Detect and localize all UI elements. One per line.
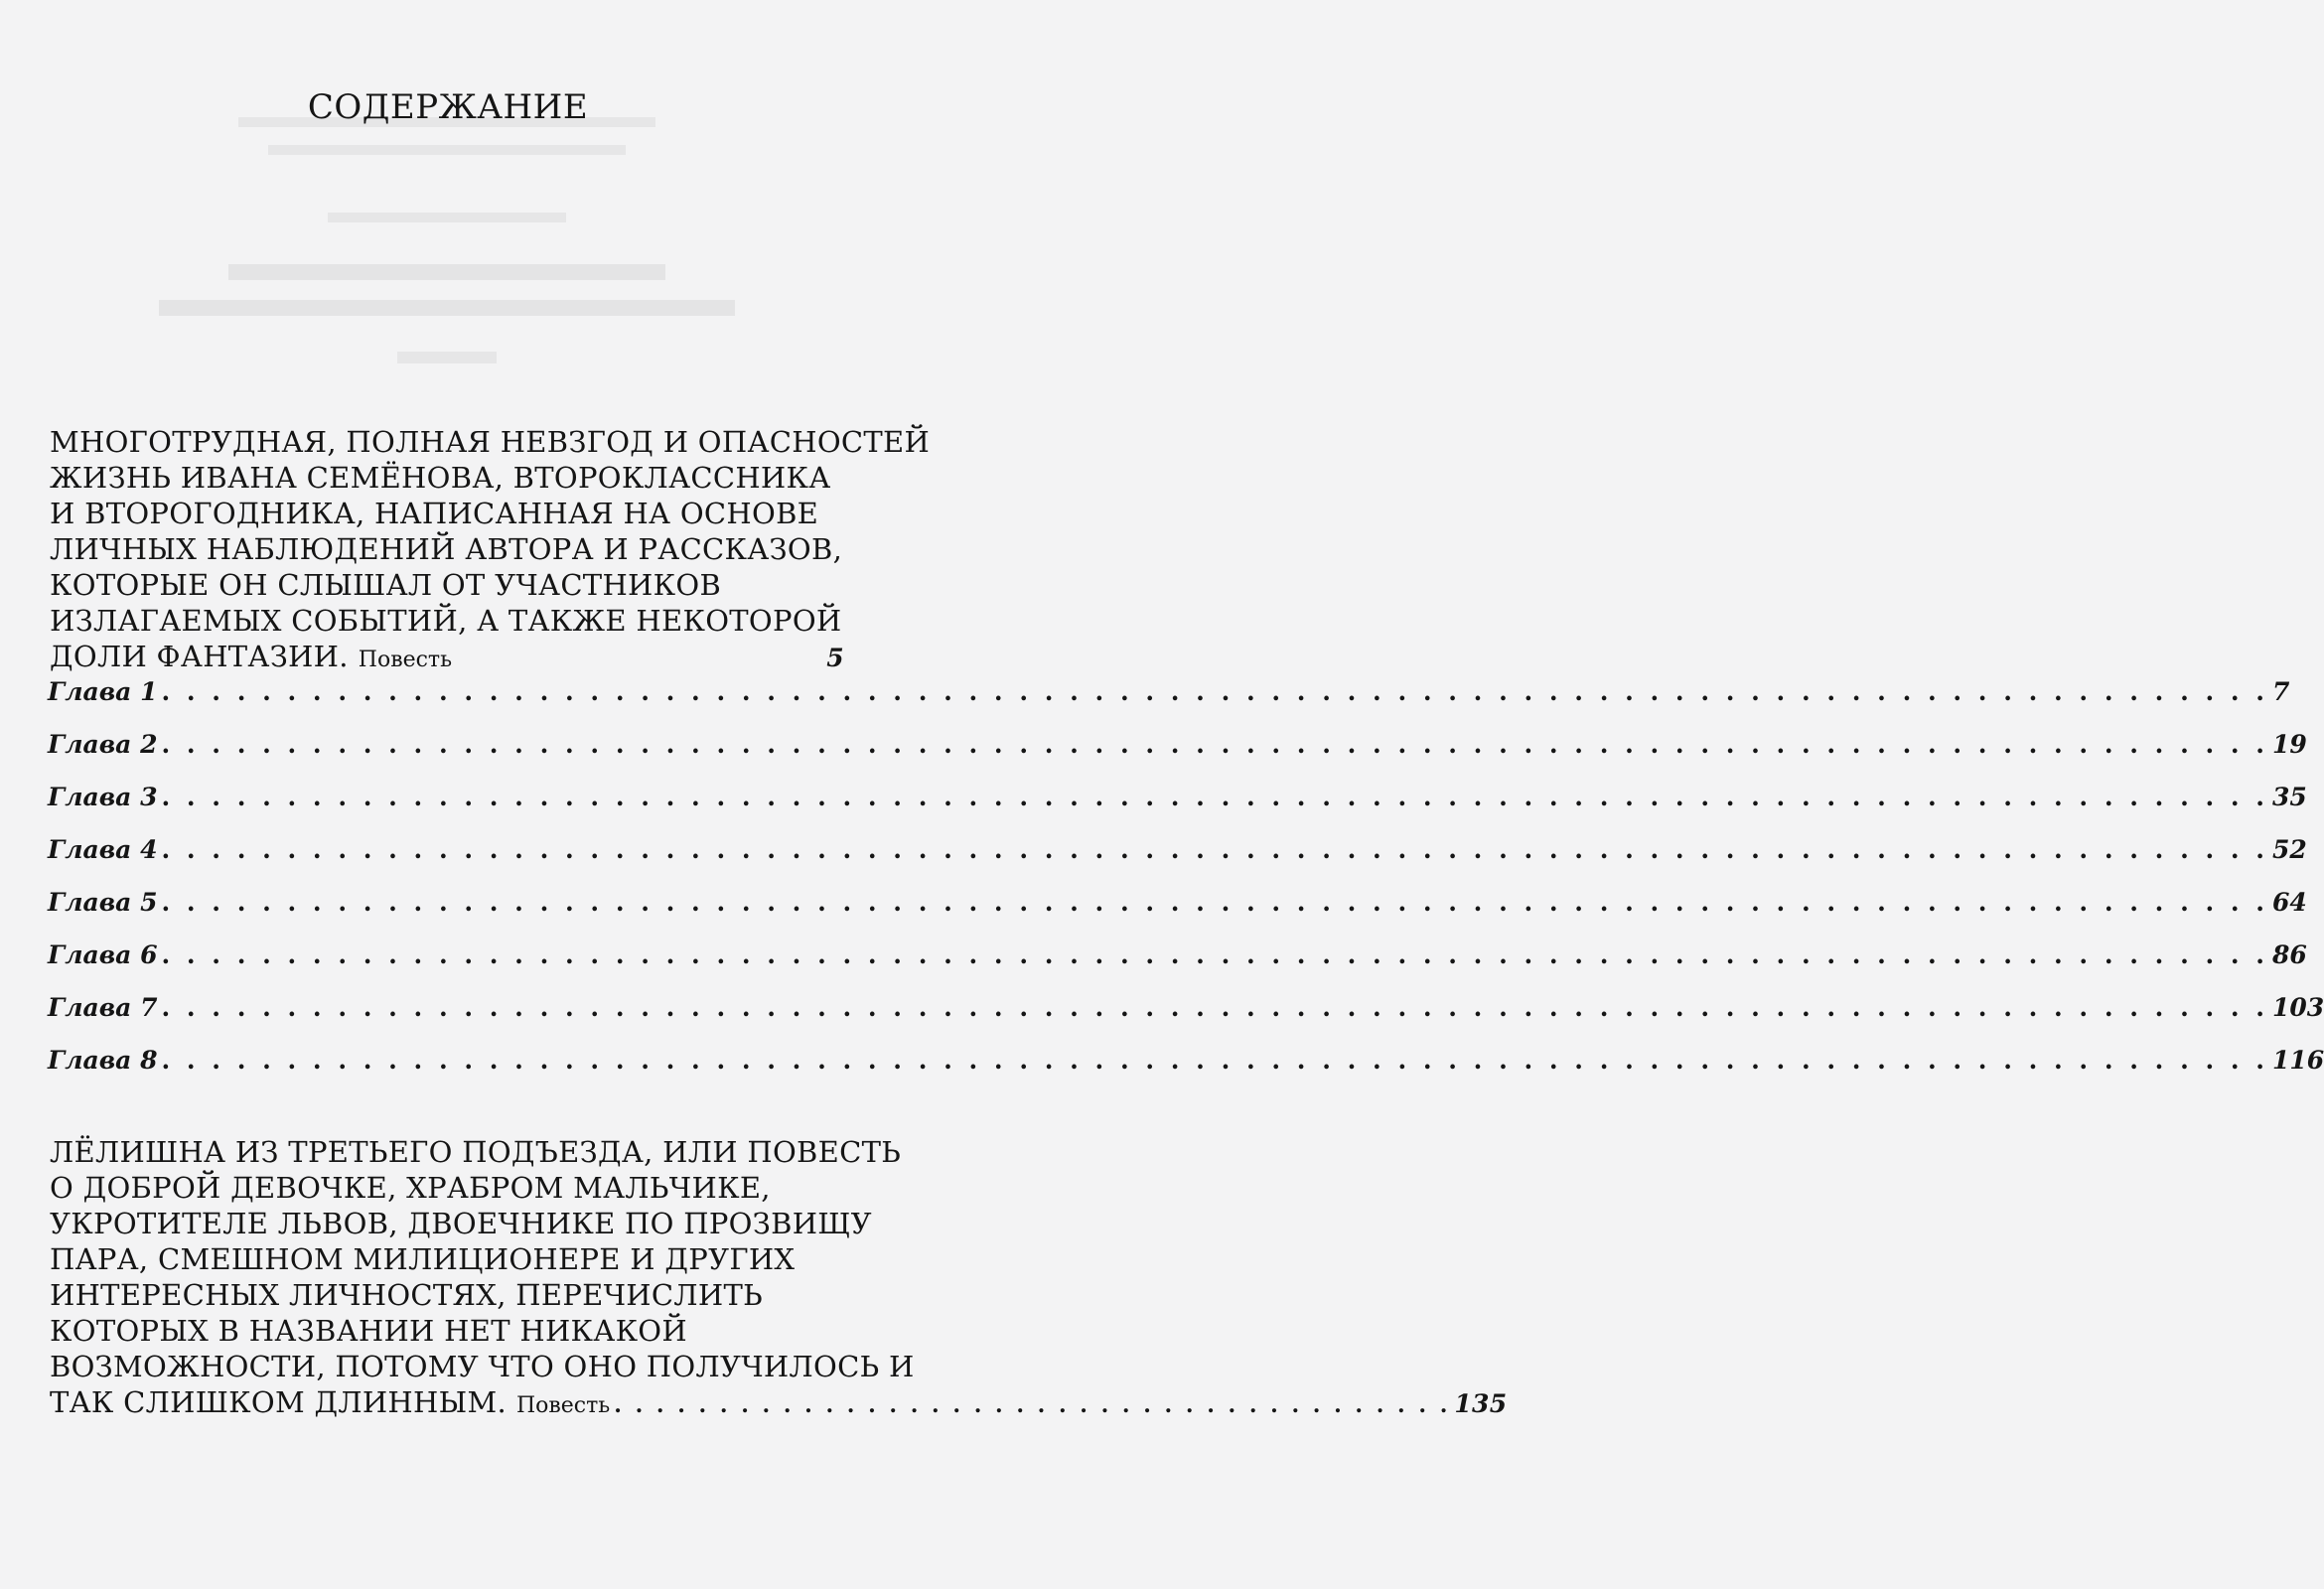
dot-leader	[161, 677, 2268, 706]
story-2-last-line	[50, 1384, 1508, 1424]
story-2-title-line: О ДОБРОЙ ДЕВОЧКЕ, ХРАБРОМ МАЛЬЧИКЕ,	[50, 1171, 771, 1205]
story-1-title-end: ДОЛИ ФАНТАЗИИ.	[50, 640, 349, 673]
chapter-label: Глава 8	[48, 1046, 158, 1075]
story-1-title-line: ЖИЗНЬ ИВАНА СЕМЁНОВА, ВТОРОКЛАССНИКА	[50, 461, 831, 495]
chapter-page-number: 103	[2272, 993, 2324, 1022]
show-through-line	[159, 300, 735, 316]
chapter-label: Глава 2	[48, 730, 158, 759]
chapter-page-number: 7	[2272, 677, 2290, 706]
dot-leader	[161, 888, 2268, 917]
toc-entry-chapter-5[interactable]	[48, 888, 2307, 922]
toc-entry-chapter-6[interactable]	[48, 940, 2307, 974]
toc-entry-chapter-2[interactable]	[48, 730, 2307, 764]
dot-leader	[161, 730, 2268, 759]
story-2-title-line: КОТОРЫХ В НАЗВАНИИ НЕТ НИКАКОЙ	[50, 1314, 687, 1348]
story-2-title	[50, 1134, 1508, 1424]
show-through-line	[268, 145, 626, 155]
show-through-line	[328, 213, 566, 222]
chapter-label: Глава 5	[48, 888, 158, 917]
dot-leader	[161, 940, 2268, 969]
story-2-title-line: ВОЗМОЖНОСТИ, ПОТОМУ ЧТО ОНО ПОЛУЧИЛОСЬ И	[50, 1350, 915, 1383]
toc-entry-chapter-8[interactable]	[48, 1046, 2324, 1080]
story-1-genre: Повесть	[358, 648, 453, 672]
story-1-title-line: И ВТОРОГОДНИКА, НАПИСАННАЯ НА ОСНОВЕ	[50, 497, 819, 530]
chapter-label: Глава 1	[48, 677, 158, 706]
toc-entry-chapter-1[interactable]	[48, 677, 2290, 711]
chapter-page-number: 19	[2272, 730, 2307, 759]
chapter-page-number: 35	[2272, 783, 2307, 811]
dot-leader: . . . . . . . . . . . . . . . . . . . . . . . . . . . . . . . . . . . . . . . .	[614, 1392, 1451, 1418]
chapter-label: Глава 7	[48, 993, 158, 1022]
story-1-page-number: 5	[826, 644, 844, 672]
story-1-title	[50, 424, 931, 678]
toc-entry-chapter-7[interactable]	[48, 993, 2324, 1027]
show-through-line	[397, 352, 497, 363]
story-1-title-line: КОТОРЫЕ ОН СЛЫШАЛ ОТ УЧАСТНИКОВ	[50, 568, 722, 602]
chapter-page-number: 116	[2272, 1046, 2324, 1075]
chapter-label: Глава 4	[48, 835, 158, 864]
chapter-page-number: 86	[2272, 940, 2307, 969]
toc-entry-chapter-4[interactable]	[48, 835, 2307, 869]
chapter-label: Глава 3	[48, 783, 158, 811]
story-1-last-line	[50, 639, 844, 678]
page-title: СОДЕРЖАНИЕ	[307, 87, 589, 127]
chapter-page-number: 52	[2272, 835, 2307, 864]
story-1-title-line: ИЗЛАГАЕМЫХ СОБЫТИЙ, А ТАКЖЕ НЕКОТОРОЙ	[50, 604, 842, 638]
dot-leader	[161, 993, 2268, 1022]
show-through-line	[228, 264, 665, 280]
story-2-title-line: УКРОТИТЕЛЕ ЛЬВОВ, ДВОЕЧНИКЕ ПО ПРОЗВИЩУ	[50, 1207, 872, 1240]
story-2-title-line: ПАРА, СМЕШНОМ МИЛИЦИОНЕРЕ И ДРУГИХ	[50, 1242, 796, 1276]
story-2-title-line: ИНТЕРЕСНЫХ ЛИЧНОСТЯХ, ПЕРЕЧИСЛИТЬ	[50, 1278, 763, 1312]
dot-leader	[161, 1046, 2268, 1075]
story-2-title-line: ЛЁЛИШНА ИЗ ТРЕТЬЕГО ПОДЪЕЗДА, ИЛИ ПОВЕСТЬ	[50, 1135, 902, 1169]
story-2-title-end: ТАК СЛИШКОМ ДЛИННЫМ.	[50, 1385, 507, 1419]
dot-leader	[161, 783, 2268, 811]
toc-entry-chapter-3[interactable]	[48, 783, 2307, 816]
chapter-page-number: 64	[2272, 888, 2307, 917]
story-2-page-number: 135	[1454, 1389, 1508, 1418]
story-1-title-line: ЛИЧНЫХ НАБЛЮДЕНИЙ АВТОРА И РАССКАЗОВ,	[50, 532, 843, 566]
chapter-label: Глава 6	[48, 940, 158, 969]
story-1-title-line: МНОГОТРУДНАЯ, ПОЛНАЯ НЕВЗГОД И ОПАСНОСТЕЙ	[50, 425, 931, 459]
story-2-genre: Повесть	[515, 1393, 611, 1418]
dot-leader	[161, 835, 2268, 864]
